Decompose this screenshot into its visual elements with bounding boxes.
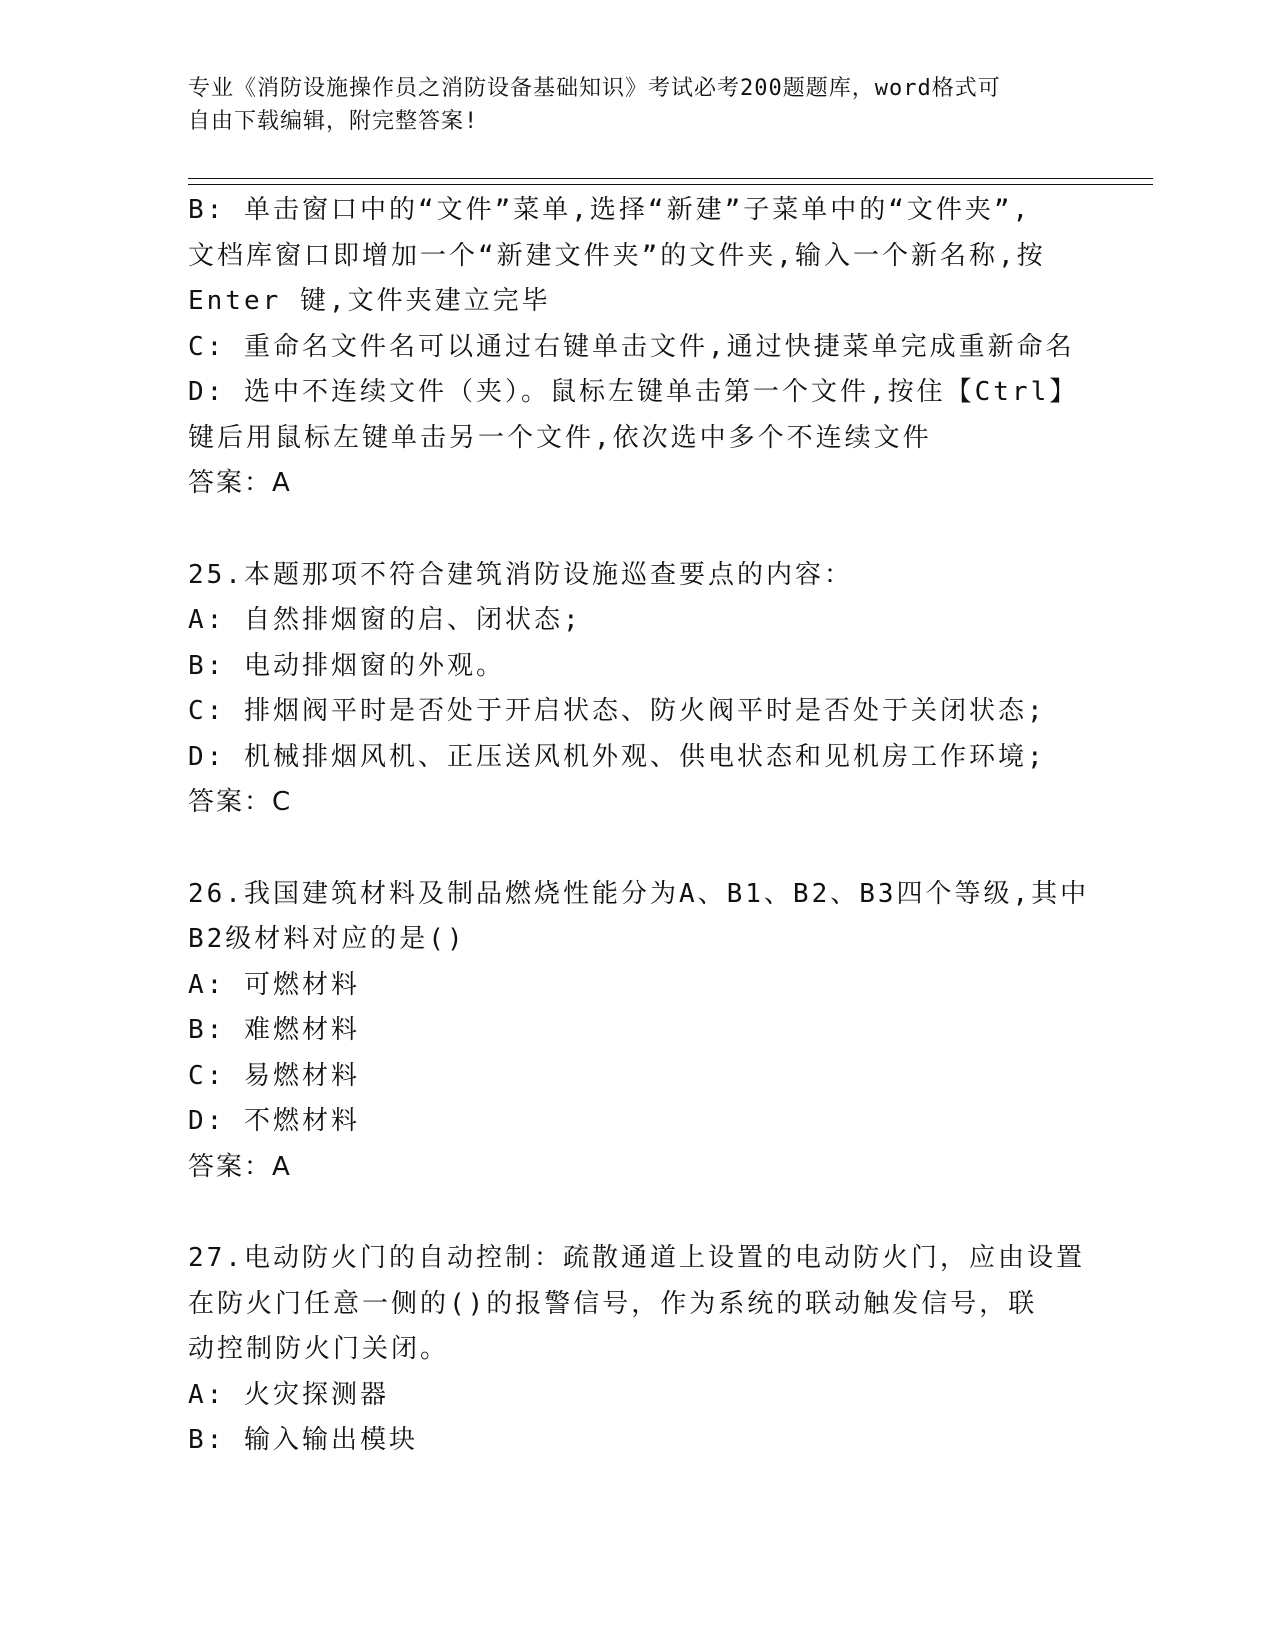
question-25 — [188, 553, 1088, 826]
spacer — [188, 826, 1088, 872]
option-b: B: 难燃材料 — [188, 1015, 360, 1045]
spacer — [188, 1190, 1088, 1236]
option-line: C: 重命名文件名可以通过右键单击文件,通过快捷菜单完成重新命名 — [188, 331, 1075, 362]
question-stem: 25.本题那项不符合建筑消防设施巡查要点的内容： — [188, 559, 853, 590]
question-stem: 27.电动防火门的自动控制：疏散通道上设置的电动防火门，应由设置 — [188, 1243, 1085, 1273]
question-stem: 26.我国建筑材料及制品燃烧性能分为A、B1、B2、B3四个等级,其中 — [188, 878, 1090, 909]
option-c: C: 易燃材料 — [188, 1060, 360, 1091]
spacer — [188, 507, 1088, 553]
option-line: D: 选中不连续文件（夹）。鼠标左键单击第一个文件,按住【Ctrl】 — [188, 377, 1079, 407]
answer-line: 答案：C — [188, 787, 293, 817]
option-b: B: 输入输出模块 — [188, 1425, 418, 1455]
question-27 — [188, 1236, 1088, 1464]
header-line-2: 自由下载编辑，附完整答案! — [188, 109, 479, 134]
header-divider-top — [188, 178, 1153, 179]
question-26 — [188, 872, 1088, 1191]
option-a: A: 自然排烟窗的启、闭状态; — [188, 605, 582, 635]
header-divider-bottom — [188, 184, 1153, 185]
option-line: B: 单击窗口中的“文件”菜单,选择“新建”子菜单中的“文件夹”, — [188, 195, 1032, 225]
header-line-1: 专业《消防设施操作员之消防设备基础知识》考试必考200题题库，word格式可 — [188, 76, 1001, 101]
option-a: A: 可燃材料 — [188, 969, 360, 1000]
answer-line: 答案：A — [188, 468, 292, 498]
question-24-continued — [188, 188, 1088, 507]
option-line: 文档库窗口即增加一个“新建文件夹”的文件夹,输入一个新名称,按 — [188, 240, 1046, 271]
page-header — [188, 72, 1068, 138]
option-b: B: 电动排烟窗的外观。 — [188, 650, 505, 681]
option-line: Enter 键,文件夹建立完毕 — [188, 286, 551, 316]
question-stem: 动控制防火门关闭。 — [188, 1334, 450, 1364]
answer-line: 答案：A — [188, 1151, 292, 1182]
option-c: C: 排烟阀平时是否处于开启状态、防火阀平时是否处于关闭状态; — [188, 696, 1046, 726]
option-d: D: 机械排烟风机、正压送风机外观、供电状态和见机房工作环境; — [188, 741, 1046, 772]
option-line: 键后用鼠标左键单击另一个文件,依次选中多个不连续文件 — [188, 422, 932, 453]
option-d: D: 不燃材料 — [188, 1106, 360, 1136]
question-stem: B2级材料对应的是() — [188, 924, 466, 954]
question-stem: 在防火门任意一侧的()的报警信号，作为系统的联动触发信号，联 — [188, 1288, 1038, 1319]
question-content — [188, 188, 1088, 1464]
option-a: A: 火灾探测器 — [188, 1379, 389, 1410]
